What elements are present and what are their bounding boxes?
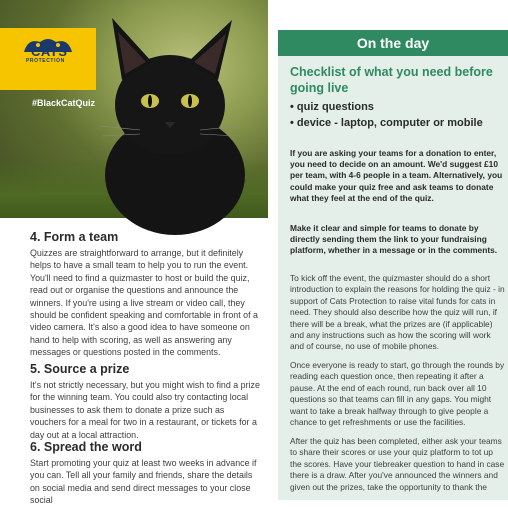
rounds-text bbox=[290, 360, 506, 428]
section-heading: 5. Source a prize bbox=[30, 362, 130, 376]
link-note bbox=[290, 223, 506, 257]
after-quiz-text bbox=[290, 436, 506, 493]
on-the-day-panel bbox=[278, 30, 508, 500]
checklist-title: Checklist of what you need before going live bbox=[290, 65, 493, 95]
rounds-paragraph: Once everyone is ready to start, go through the rounds by reading each question once, then repeating it after a pause. At the end of each round, run back over all 10 questions so that teams can fill in any gaps. You might want to take a break halfway through to give people a chance to get refreshments or use the facilities. bbox=[290, 360, 505, 428]
logo-subtext: PROTECTION bbox=[26, 58, 65, 64]
panel-header bbox=[278, 30, 508, 56]
logo-text: CATS bbox=[31, 44, 68, 59]
checklist-item: • quiz questions bbox=[290, 101, 374, 113]
section-heading: 4. Form a team bbox=[30, 230, 119, 244]
link-paragraph: Make it clear and simple for teams to donate by directly sending them the link to your fundraising platform, whether in a message or in the comments. bbox=[290, 223, 498, 256]
hashtag: #BlackCatQuiz bbox=[32, 98, 96, 108]
donation-note bbox=[290, 148, 506, 204]
section-body: Start promoting your quiz at least two weeks in advance if you can. Tell all your family and friends, share the details on social media and send direct messages to your close social bbox=[30, 458, 257, 506]
checklist-item: • device - laptop, computer or mobile bbox=[290, 117, 483, 129]
donation-paragraph: If you are asking your teams for a donation to enter, you need to decide on an amount. We'd suggest £10 per team, with 4-6 people in a team. Alternatively, you could make your quiz free and ask teams to donate what they feel at the end of the quiz. bbox=[290, 148, 503, 203]
section-heading: 6. Spread the word bbox=[30, 440, 142, 454]
after-quiz-paragraph: After the quiz has been completed, either ask your teams to share their scores or use your quiz platform to tot up the scores. Have your tiebreaker question to hand in case there is a draw. After you've announced the winners and given out the prizes, take the opportunity to thank the bbox=[290, 436, 505, 492]
checklist bbox=[290, 64, 506, 131]
intro-paragraph: To kick off the event, the quizmaster should do a short introduction to explain the reasons for holding the quiz - in support of Cats Protection to raise vital funds for cats in need. They should also describe how the quiz will run, if there will be a break, what the prizes are (if applicable) and any instructions such as how the scoring will work and of course, no use of mobile phones. bbox=[290, 273, 505, 352]
intro-text bbox=[290, 273, 506, 353]
panel-title: On the day bbox=[356, 35, 430, 51]
section-source-prize bbox=[30, 362, 262, 441]
section-body: Quizzes are straightforward to arrange, but it definitely helps to have a small team to help you to run the event. You'll need to find a quizmaster to host or build the quiz, read out or organise the questions and announce the winners. If you're using a live stream or video call, they should be confident speaking and comfortable in front of a video camera. It's also a good idea to have someone on hand to help with scoring, as well as answering any messages or questions posted in the comments. bbox=[30, 248, 258, 358]
black-cat-photo bbox=[0, 0, 268, 218]
section-body: It's not strictly necessary, but you might wish to find a prize for the winning team. You could also try contacting local businesses to ask them to donate a prize such as vouchers for a meal for two in a restaurant, or tickets for a day out at a local attraction. bbox=[30, 380, 260, 440]
section-spread-word bbox=[30, 440, 262, 507]
section-form-team bbox=[30, 230, 262, 359]
